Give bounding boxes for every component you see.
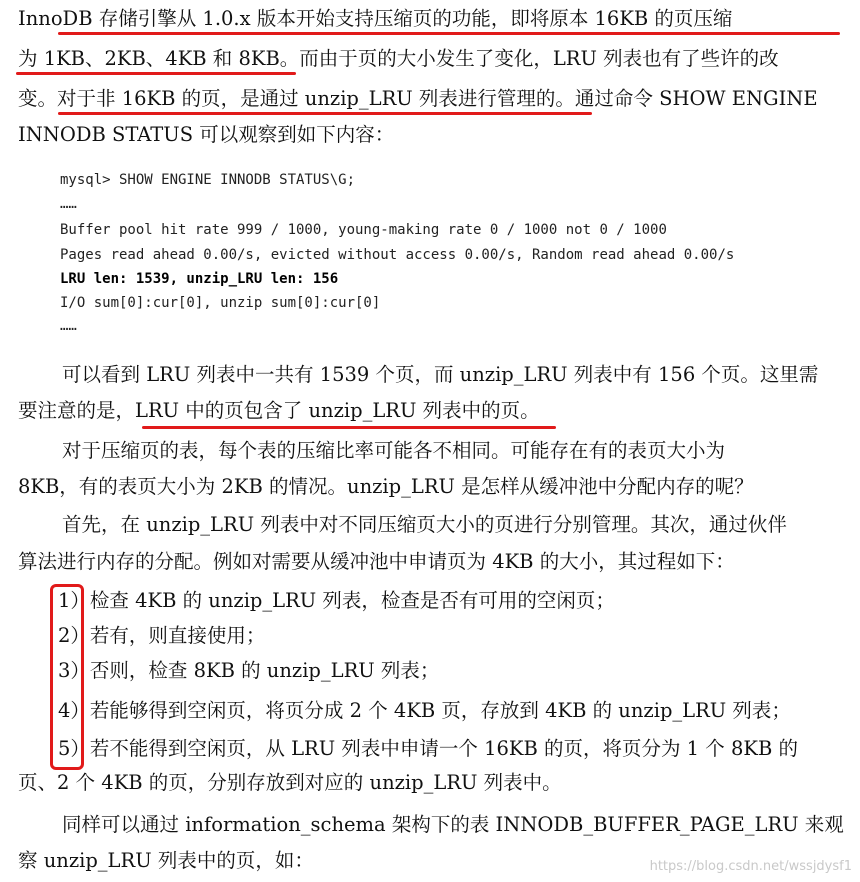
highlight-underline-1 <box>58 32 840 35</box>
para3-line2: 8KB，有的表页大小为 2KB 的情况。unzip_LRU 是怎样从缓冲池中分配内存的呢？ <box>18 475 754 498</box>
highlight-underline-4 <box>142 426 556 429</box>
step-numbers-highlight-box <box>50 584 84 770</box>
para1-line2: 为 1KB、2KB、4KB 和 8KB。而由于页的大小发生了变化，LRU 列表也有了些许的改 <box>18 47 779 70</box>
para5-line2: 察 unzip_LRU 列表中的页，如： <box>18 849 314 872</box>
step-3: 3）否则，检查 8KB 的 unzip_LRU 列表； <box>58 659 440 682</box>
para5-line1: 同样可以通过 information_schema 架构下的表 INNODB_BUFFER_PAGE_LRU 来观 <box>62 813 844 836</box>
para2-line1: 可以看到 LRU 列表中一共有 1539 个页，而 unzip_LRU 列表中有 156 个页。这里需 <box>62 363 819 386</box>
step-4: 4）若能够得到空闲页，将页分成 2 个 4KB 页，存放到 4KB 的 unzip_LRU 列表； <box>58 699 791 722</box>
para1-line4: INNODB STATUS 可以观察到如下内容： <box>18 123 395 146</box>
para3-line1: 对于压缩页的表，每个表的压缩比率可能各不相同。可能存在有的表页大小为 <box>62 439 726 462</box>
code-line-5: LRU len: 1539, unzip_LRU len: 156 <box>60 271 339 287</box>
step-2: 2）若有，则直接使用； <box>58 624 266 647</box>
code-line-2: …… <box>60 196 77 212</box>
code-line-6: I/O sum[0]:cur[0], unzip sum[0]:cur[0] <box>60 295 381 311</box>
watermark: https://blog.csdn.net/wssjdysf1 <box>649 859 852 874</box>
step-1: 1）检查 4KB 的 unzip_LRU 列表，检查是否有可用的空闲页； <box>58 589 615 612</box>
code-line-4: Pages read ahead 0.00/s, evicted without access 0.00/s, Random read ahead 0.00/s <box>60 247 735 263</box>
para1-line1: InnoDB 存储引擎从 1.0.x 版本开始支持压缩页的功能，即将原本 16KB 的页压缩 <box>18 7 733 30</box>
highlight-underline-3 <box>58 112 592 115</box>
para1-line3: 变。对于非 16KB 的页，是通过 unzip_LRU 列表进行管理的。通过命令 SHOW ENGINE <box>18 87 818 110</box>
code-line-3: Buffer pool hit rate 999 / 1000, young-making rate 0 / 1000 not 0 / 1000 <box>60 222 667 238</box>
highlight-underline-2 <box>16 72 296 75</box>
code-line-7: …… <box>60 318 77 334</box>
para4-line2: 算法进行内存的分配。例如对需要从缓冲池中申请页为 4KB 的大小，其过程如下： <box>18 550 735 573</box>
step-5: 5）若不能得到空闲页，从 LRU 列表中申请一个 16KB 的页，将页分为 1 个 8KB 的 <box>58 737 798 760</box>
para4-line1: 首先，在 unzip_LRU 列表中对不同压缩页大小的页进行分别管理。其次，通过伙伴 <box>62 513 787 536</box>
para2-line2: 要注意的是，LRU 中的页包含了 unzip_LRU 列表中的页。 <box>18 399 540 422</box>
step-5-cont: 页、2 个 4KB 的页，分别存放到对应的 unzip_LRU 列表中。 <box>18 771 562 794</box>
code-line-1: mysql> SHOW ENGINE INNODB STATUS\G; <box>60 172 356 188</box>
